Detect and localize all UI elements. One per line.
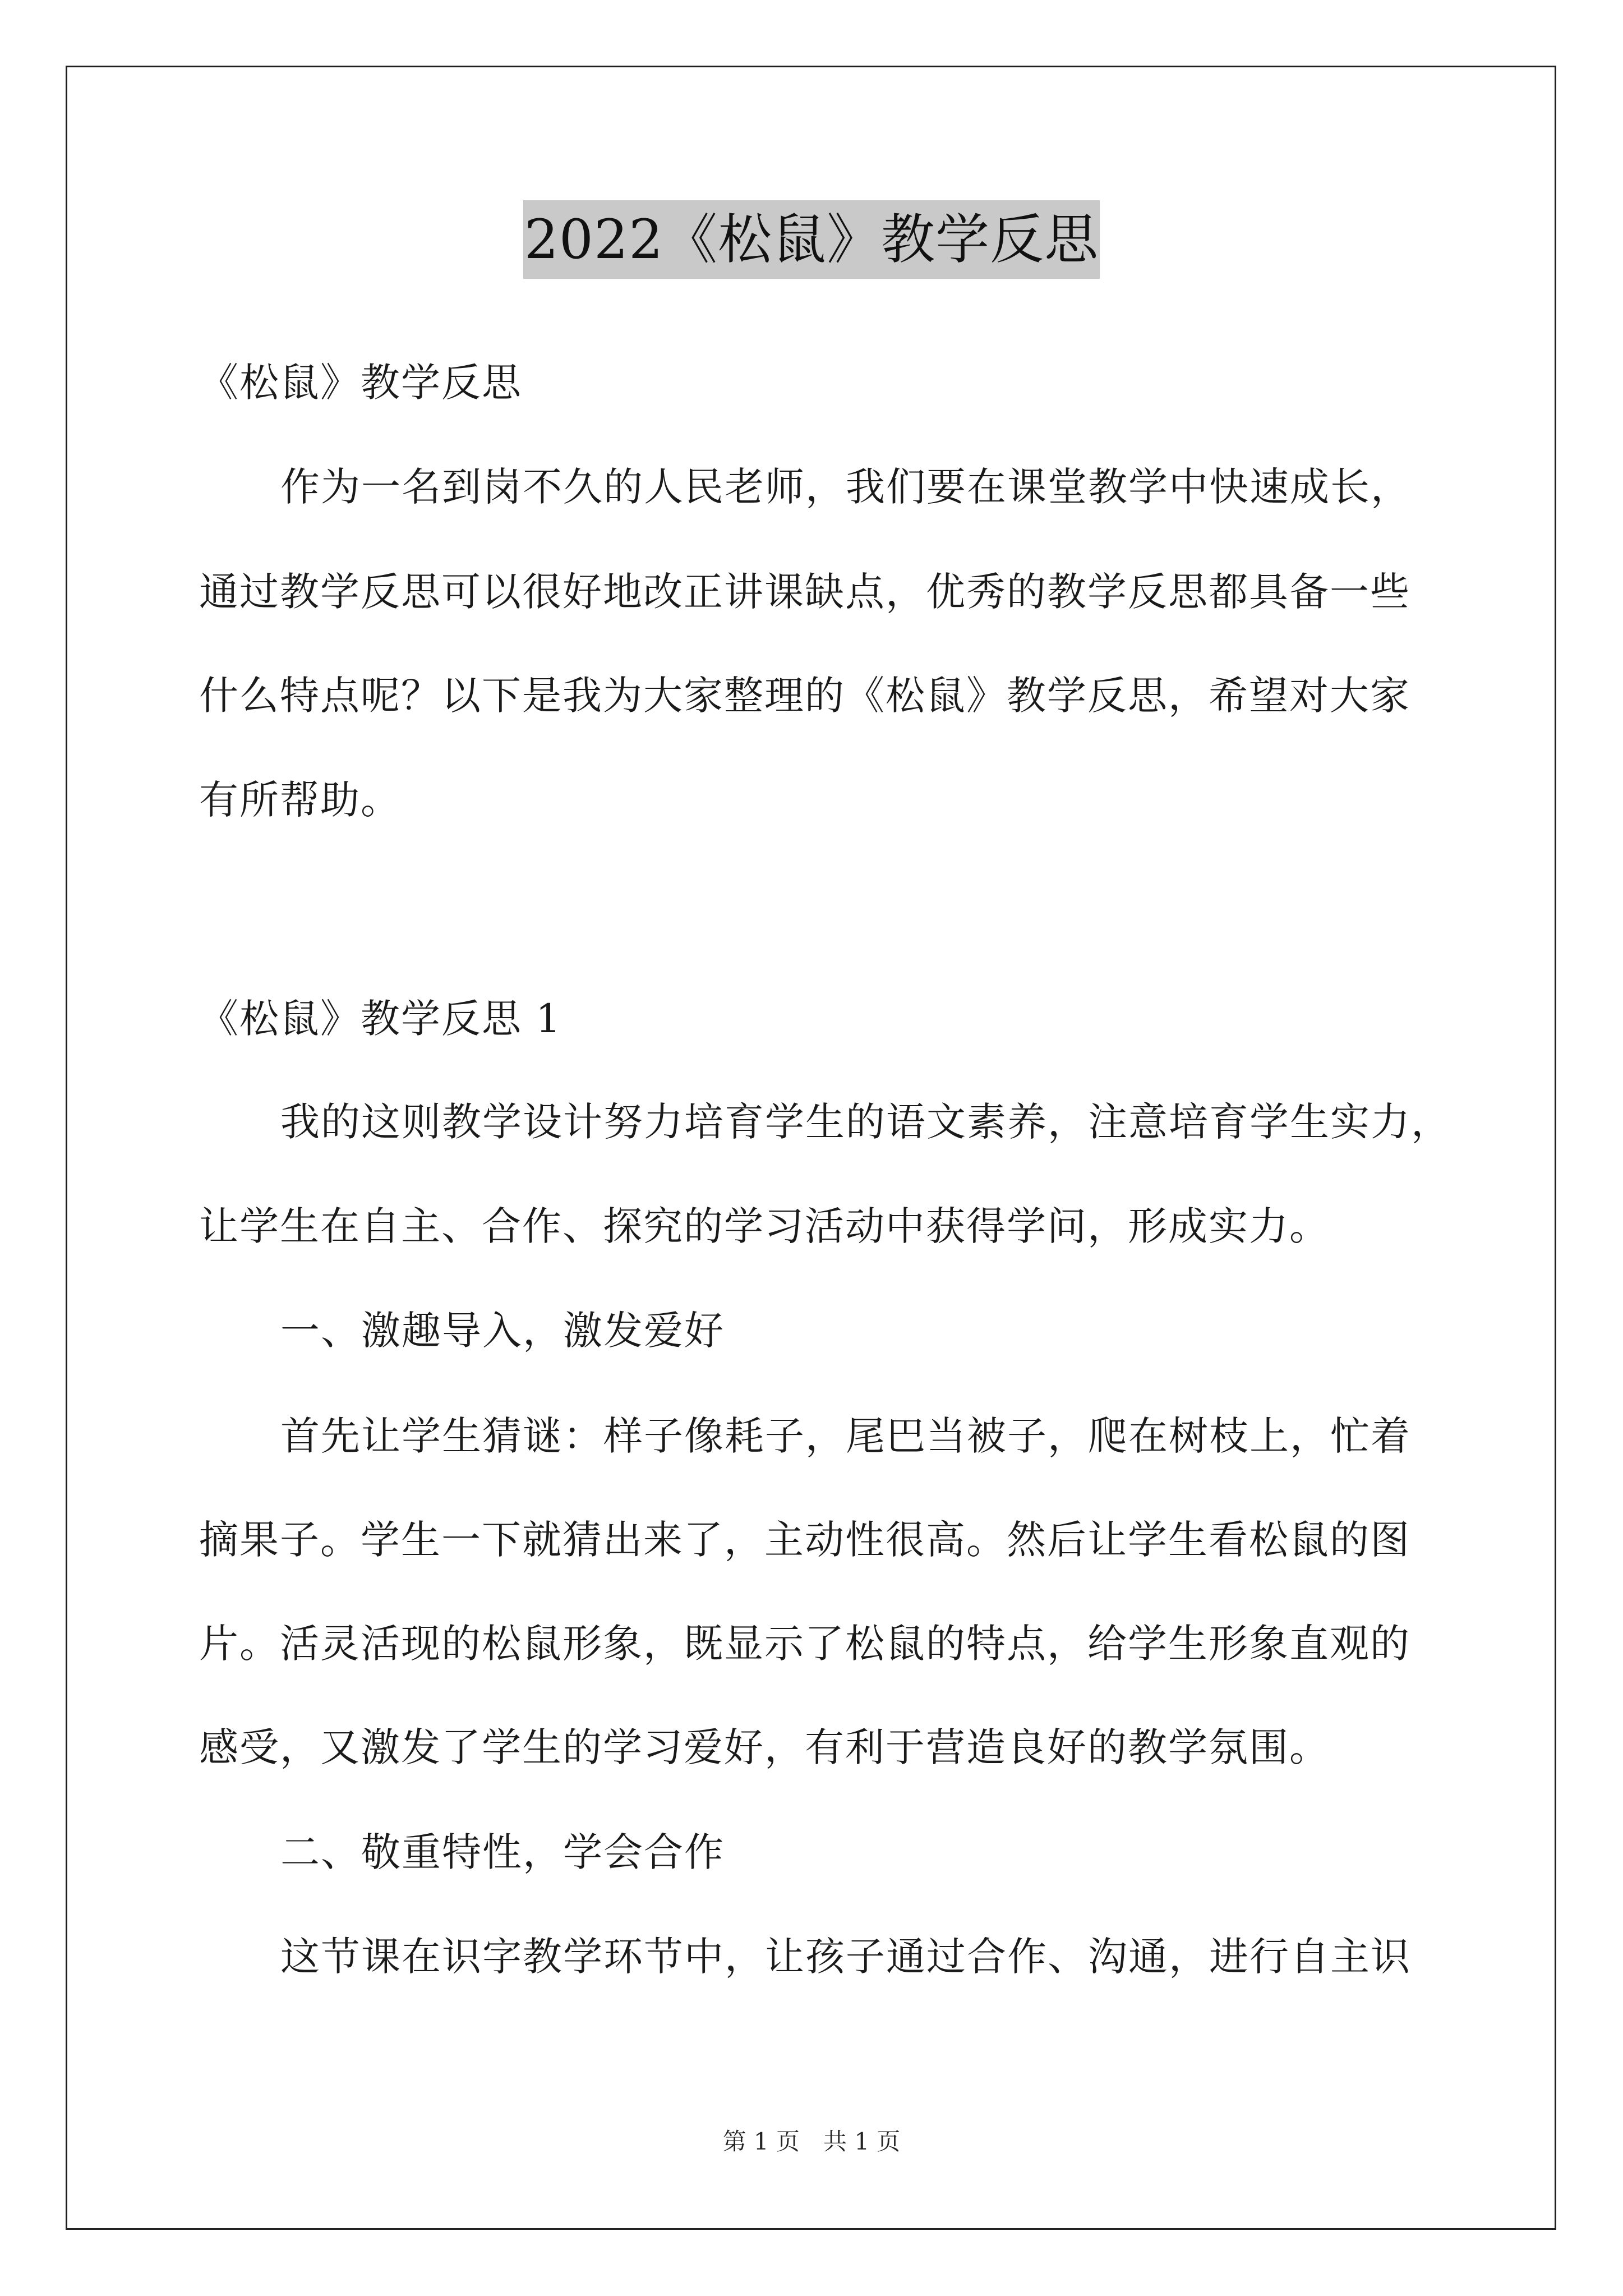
paragraph-line: 什么特点呢？以下是我为大家整理的《松鼠》教学反思，希望对大家	[199, 673, 1410, 719]
paragraph-line: 感受，又激发了学生的学习爱好，有利于营造良好的教学氛围。	[199, 1724, 1330, 1770]
section-heading-intro: 《松鼠》教学反思	[199, 360, 522, 406]
document-title[interactable]: 2022《松鼠》教学反思	[523, 200, 1100, 279]
subheading-line: 一、激趣导入，激发爱好	[280, 1308, 725, 1354]
paragraph-line: 有所帮助。	[199, 777, 401, 823]
title-container	[0, 200, 1623, 279]
subheading-line: 二、敬重特性，学会合作	[280, 1829, 725, 1875]
paragraph-line: 这节课在识字教学环节中，让孩子通过合作、沟通，进行自主识	[280, 1934, 1411, 1980]
paragraph-line: 作为一名到岗不久的人民老师，我们要在课堂教学中快速成长，	[280, 464, 1411, 510]
paragraph-line: 我的这则教学设计努力培育学生的语文素养，注意培育学生实力，	[280, 1099, 1451, 1145]
paragraph-line: 摘果子。学生一下就猜出来了，主动性很高。然后让学生看松鼠的图	[199, 1517, 1410, 1563]
paragraph-line: 通过教学反思可以很好地改正讲课缺点，优秀的教学反思都具备一些	[199, 569, 1410, 615]
paragraph-line: 片。活灵活现的松鼠形象，既显示了松鼠的特点，给学生形象直观的	[199, 1621, 1410, 1667]
page-footer: 第 1 页 共 1 页	[722, 2128, 901, 2155]
paragraph-line: 让学生在自主、合作、探究的学习活动中获得学问，形成实力。	[199, 1203, 1330, 1249]
section-heading-1: 《松鼠》教学反思 1	[199, 996, 562, 1042]
paragraph-line: 首先让学生猜谜：样子像耗子，尾巴当被子，爬在树枝上，忙着	[280, 1413, 1411, 1459]
